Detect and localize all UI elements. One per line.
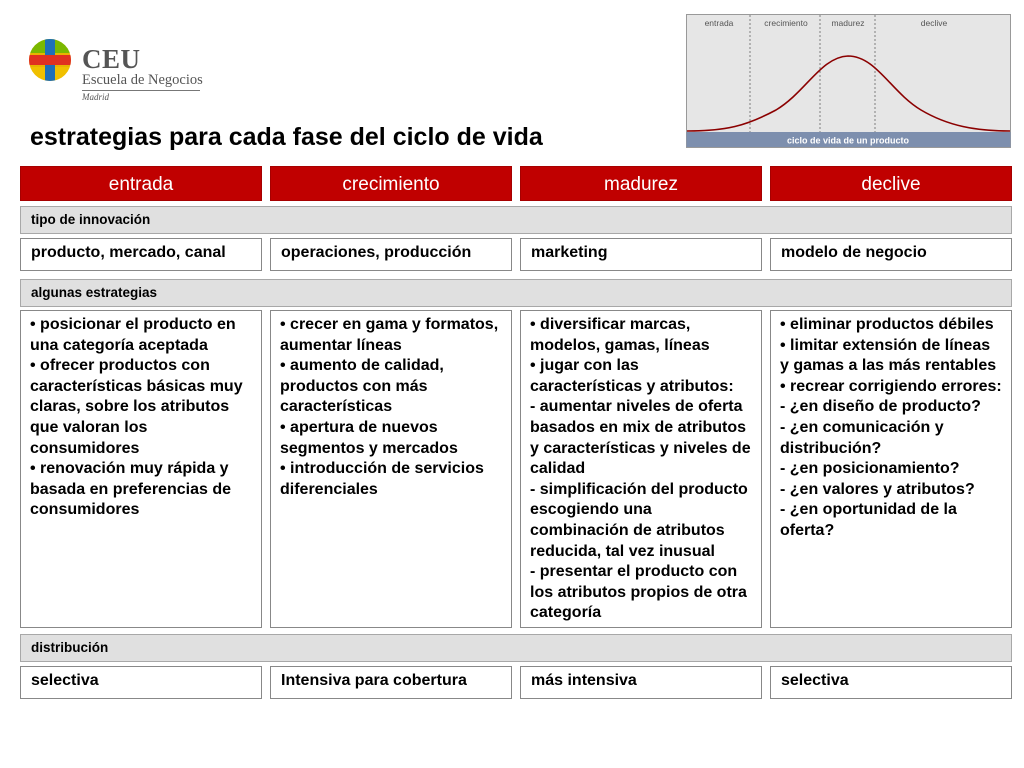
ceu-emblem-icon [28,38,72,82]
strategy-item: • apertura de nuevos segmentos y mercados [280,418,458,457]
phase-header-declive: declive [770,166,1012,201]
section-band-strategies: algunas estrategias [20,279,1012,307]
innovation-cell: producto, mercado, canal [20,238,262,271]
strategies-cell-declive [770,310,1012,628]
strategies-cell-madurez [520,310,762,628]
strategy-item: - ¿en valores y atributos? [780,480,975,498]
strategy-item: • diversificar marcas, modelos, gamas, líneas [530,316,710,354]
strategy-item: - simplificación del producto escogiendo una combinación de atributos reducida, tal vez inusual [530,480,748,560]
strategy-item: • jugar con las características y atributos: [530,357,734,395]
logo-city: Madrid [82,90,200,103]
distribution-cell: selectiva [20,666,262,699]
innovation-cell: operaciones, producción [270,238,512,271]
chart-phase-label: entrada [704,18,734,28]
strategies-cell-crecimiento [270,310,512,628]
phase-header-entrada: entrada [20,166,262,201]
strategy-item: • eliminar productos débiles [780,316,994,333]
strategy-item: - ¿en oportunidad de la oferta? [780,501,957,539]
chart-phase-label: declive [920,18,948,28]
chart-phase-label: madurez [831,18,865,28]
strategy-item: • ofrecer productos con características básicas muy claras, sobre los atributos que valoran los consumidores [30,357,243,457]
strategy-item: • posicionar el producto en una categoría aceptada [30,316,236,354]
strategies-cell-entrada [20,310,262,628]
strategy-item: • crecer en gama y formatos, aumentar líneas [280,316,499,354]
distribution-cell: más intensiva [520,666,762,699]
strategy-item: - ¿en posicionamiento? [780,460,960,478]
strategy-item: • introducción de servicios diferenciales [280,460,484,498]
innovation-cell: marketing [520,238,762,271]
strategy-item: - aumentar niveles de oferta basados en mix de atributos y características y niveles de calidad [530,398,751,478]
logo-subtitle: Escuela de Negocios [82,72,203,88]
strategy-item: - ¿en diseño de producto? [780,398,981,416]
distribution-cell: Intensiva para cobertura [270,666,512,699]
strategy-item: • aumento de calidad, productos con más características [280,357,444,416]
chart-caption: ciclo de vida de un producto [786,135,910,146]
strategy-item: • renovación muy rápida y basada en preferencias de consumidores [30,460,231,519]
chart-background [687,15,1011,148]
strategy-item: - presentar el producto con los atributos propios de otra categoría [530,563,747,622]
chart-phase-label: crecimiento [764,18,808,28]
strategy-item: • recrear corrigiendo errores: [780,377,1002,395]
logo-brand: CEU [82,44,141,74]
section-band-innovation: tipo de innovación [20,206,1012,234]
ceu-logo [28,38,208,110]
section-band-distribution: distribución [20,634,1012,662]
phase-header-madurez: madurez [520,166,762,201]
distribution-cell: selectiva [770,666,1012,699]
page-title: estrategias para cada fase del ciclo de vida [30,123,543,151]
strategy-item: • limitar extensión de líneas y gamas a las más rentables [780,336,997,375]
strategy-item: - ¿en comunicación y distribución? [780,418,944,457]
phase-header-crecimiento: crecimiento [270,166,512,201]
innovation-cell: modelo de negocio [770,238,1012,271]
lifecycle-chart [686,14,1011,148]
